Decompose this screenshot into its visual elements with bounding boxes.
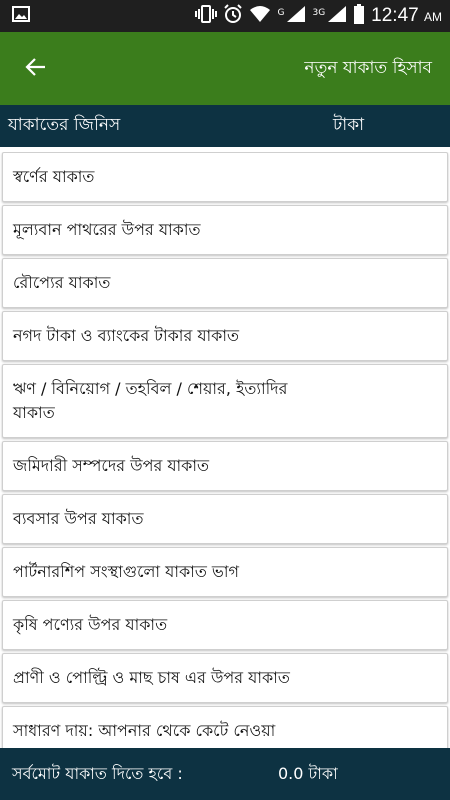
total-value: 0.0 টাকা [278, 763, 338, 783]
vibrate-icon [195, 5, 217, 28]
status-bar [0, 0, 450, 32]
list-item-loans-investments[interactable]: ঋণ / বিনিয়োগ / তহবিল / শেয়ার, ইত্যাদির যাকাত [2, 364, 448, 438]
column-item-label: যাকাতের জিনিস [8, 115, 121, 135]
battery-icon [353, 4, 365, 29]
list-item-precious-stones[interactable]: মূল্যবান পাথরের উপর যাকাত [2, 205, 448, 255]
app-bar [0, 32, 450, 105]
image-icon [12, 6, 30, 26]
list-item-livestock[interactable]: প্রাণী ও পোল্ট্রি ও মাছ চাষ এর উপর যাকাত [2, 653, 448, 703]
list-item-cash-bank[interactable]: নগদ টাকা ও ব্যাংকের টাকার যাকাত [2, 311, 448, 361]
list-item-business[interactable]: ব্যবসার উপর যাকাত [2, 494, 448, 544]
back-arrow-icon [24, 55, 48, 83]
signal-icon [327, 5, 347, 28]
column-header [0, 105, 450, 147]
page-title: নতুন যাকাত হিসাব [304, 57, 432, 78]
total-footer [0, 748, 450, 800]
signal-icon [286, 5, 306, 28]
column-amount-label: টাকা [333, 115, 365, 135]
list-item-liabilities[interactable]: সাধারণ দায়: আপনার থেকে কেটে নেওয়া [2, 706, 448, 748]
list-item-land-property[interactable]: জমিদারী সম্পদের উপর যাকাত [2, 441, 448, 491]
alarm-icon [223, 4, 243, 29]
zakat-item-list[interactable] [0, 152, 450, 748]
total-label: সর্বমোট যাকাত দিতে হবে : [12, 763, 183, 783]
back-button[interactable] [22, 55, 50, 83]
list-item-agriculture[interactable]: কৃষি পণ্যের উপর যাকাত [2, 600, 448, 650]
network-type-label: G [277, 7, 285, 18]
list-item-silver[interactable]: রৌপ্যের যাকাত [2, 258, 448, 308]
list-item-partnership[interactable]: পার্টনারশিপ সংস্থাগুলো যাকাত ভাগ [2, 547, 448, 597]
wifi-icon [249, 5, 271, 28]
network-type-label-2: 3G [312, 7, 326, 18]
list-item-gold[interactable]: স্বর্ণের যাকাত [2, 152, 448, 202]
clock: 12:47 AM [371, 5, 442, 26]
